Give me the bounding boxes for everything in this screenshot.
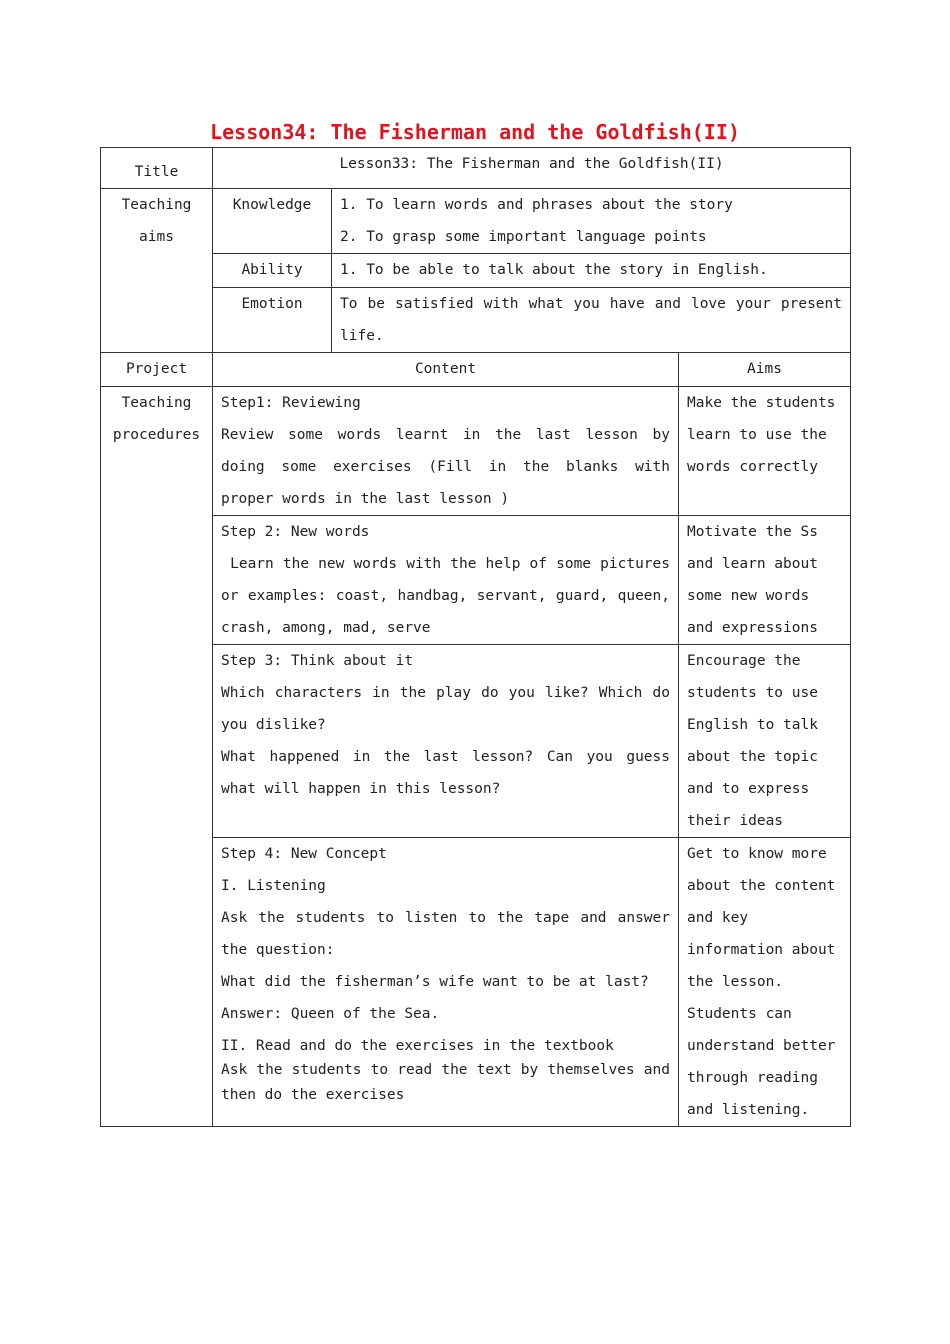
step-body: Review some words learnt in the last lesson by doing some exercises (Fill in the blanks with proper words in the last lesson )	[221, 427, 670, 507]
step-question: What did the fisherman’s wife want to be at last?	[221, 974, 649, 990]
title-row	[101, 148, 851, 189]
knowledge-content	[332, 189, 851, 254]
step-aim: Make the students learn to use the words correctly	[679, 387, 851, 516]
emotion-row	[101, 288, 851, 353]
step-content	[213, 387, 679, 516]
step-heading: Step1: Reviewing	[221, 395, 361, 411]
step-content	[213, 838, 679, 1127]
step-row	[101, 645, 851, 838]
step-answer: Answer: Queen of the Sea.	[221, 1006, 440, 1022]
knowledge-item: 1. To learn words and phrases about the story	[340, 197, 733, 213]
project-header: Project	[101, 353, 213, 387]
step-row	[101, 516, 851, 645]
knowledge-label: Knowledge	[213, 189, 332, 254]
teaching-procedures-label	[101, 387, 213, 1127]
emotion-content: To be satisfied with what you have and love your present life.	[332, 288, 851, 353]
step-aim: Motivate the Ss and learn about some new words and expressions	[679, 516, 851, 645]
lesson-plan-table	[100, 147, 851, 1127]
step-subheading: II. Read and do the exercises in the textbook	[221, 1038, 614, 1054]
step-row	[101, 387, 851, 516]
knowledge-row	[101, 189, 851, 254]
step-row	[101, 838, 851, 1127]
step-content	[213, 516, 679, 645]
procedure-header-row	[101, 353, 851, 387]
step-body: Learn the new words with the help of some pictures or examples: coast, handbag, servant, guard, queen, crash, among, mad, serve	[221, 556, 679, 636]
teaching-procedures-label-line1: Teaching	[121, 395, 192, 411]
content-header: Content	[213, 353, 679, 387]
knowledge-item: 2. To grasp some important language points	[340, 229, 707, 245]
step-heading: Step 3: Think about it	[221, 653, 414, 669]
title-label: Title	[101, 148, 213, 189]
step-subheading: I. Listening	[221, 878, 326, 894]
ability-row	[101, 254, 851, 288]
title-value: Lesson33: The Fisherman and the Goldfish(II)	[213, 148, 851, 189]
teaching-aims-label-line2: aims	[139, 229, 174, 245]
teaching-procedures-label-line2: procedures	[112, 427, 201, 443]
step-body: Ask the students to listen to the tape and answer the question:	[221, 910, 670, 958]
document-title: Lesson34: The Fisherman and the Goldfish(II)	[210, 120, 740, 144]
aims-header: Aims	[679, 353, 851, 387]
ability-content: 1. To be able to talk about the story in English.	[332, 254, 851, 288]
step-heading: Step 2: New words	[221, 524, 370, 540]
step-aim: Encourage the students to use English to talk about the topic and to express their ideas	[679, 645, 851, 838]
emotion-label: Emotion	[213, 288, 332, 353]
step-body: Ask the students to read the text by themselves and then do the exercises	[221, 1062, 670, 1103]
step-body: Which characters in the play do you like? Which do you dislike?	[221, 685, 670, 733]
step-aim: Get to know more about the content and key information about the lesson. Students can understand better through reading and listening.	[679, 838, 851, 1127]
ability-label: Ability	[213, 254, 332, 288]
teaching-aims-label-line1: Teaching	[121, 197, 192, 213]
step-content	[213, 645, 679, 838]
teaching-aims-label	[101, 189, 213, 353]
step-heading: Step 4: New Concept	[221, 846, 387, 862]
step-body: What happened in the last lesson? Can you guess what will happen in this lesson?	[221, 749, 670, 797]
